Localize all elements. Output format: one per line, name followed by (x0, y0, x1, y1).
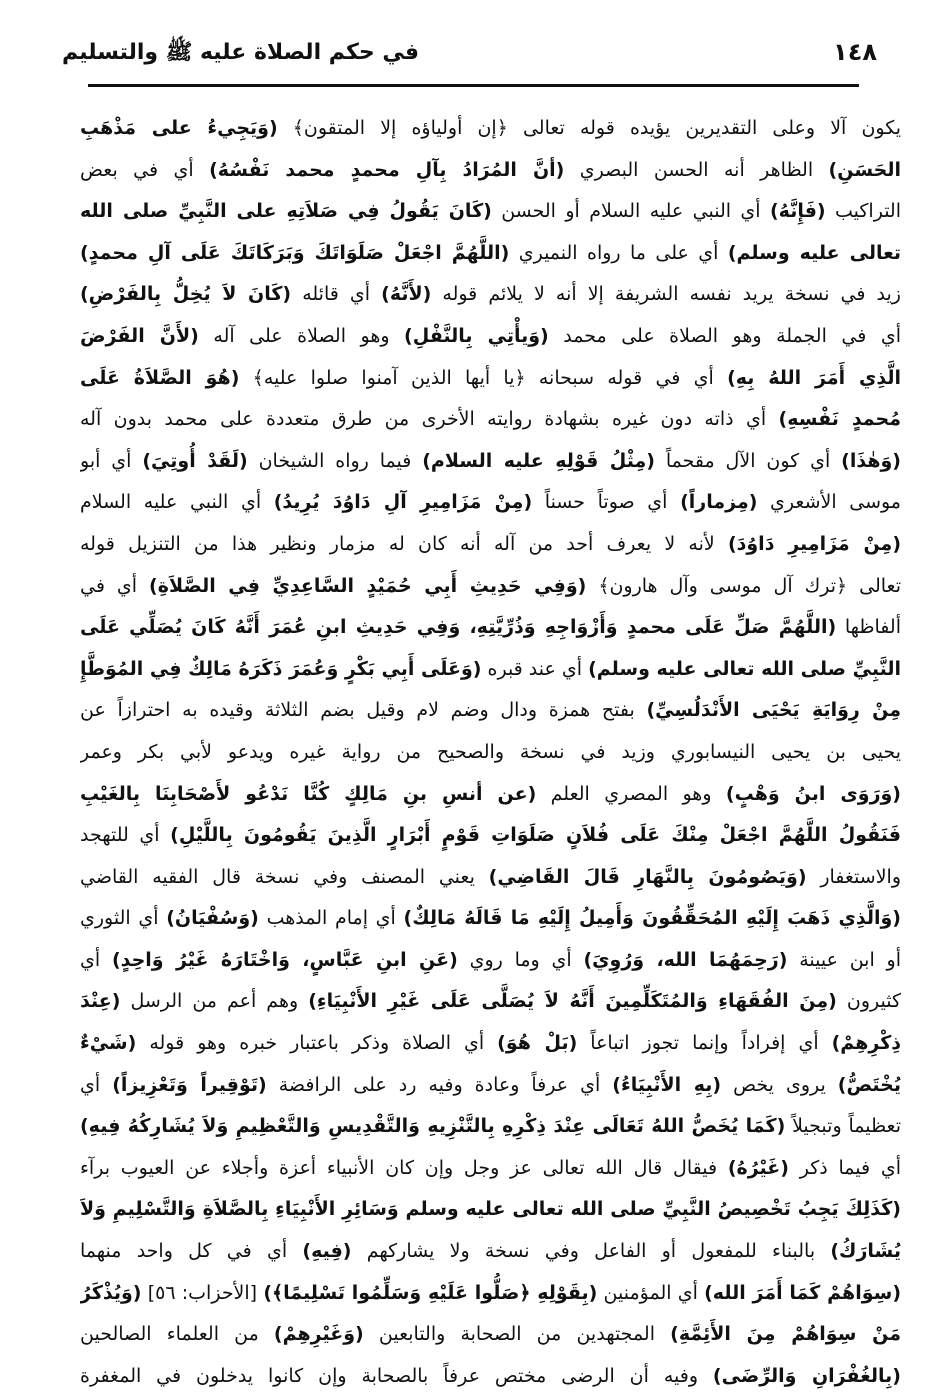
text-line: مُحمدٍ نَفْسِهِ) أي ذاته دون غيره بشهادة روايته الأخرى من طرق متعددة على محمد بدون آله (80, 408, 901, 431)
text-line: الَّذِي أَمَرَ اللهُ بِهِ) أي في قوله سبحانه ﴿يا أيها الذين آمنوا صلوا عليه﴾ (هُوَ الصَّلاَةُ عَلَى (80, 366, 901, 389)
text-line: (وَرَوَى ابنُ وَهْبٍ) وهو المصري العلم (عن أنسِ بنِ مَالِكٍ كُنَّا نَدْعُو لأَصْحَابِنَا بِالغَيْبِ (80, 782, 901, 805)
page-number: ١٤٨ (833, 38, 877, 66)
text-line: النَّبِيِّ صلى الله تعالى عليه وسلم) أي عند قبره (وَعَلَى أَبِي بَكْرٍ وَعُمَرَ ذَكَرَهُ مَالِكٌ فِي المُوَطَّإِ (80, 657, 901, 680)
text-line: ألفاظها (اللَّهُمَّ صَلِّ عَلَى محمدٍ وَأَزْوَاجِهِ وَذُرِّيَّتِهِ، وَفِي حَدِيثِ ابنِ عُمَرَ أَنَّهُ كَانَ يُصَلِّي عَلَى (80, 616, 901, 639)
text-line: يُشَارَكُ) بالبناء للمفعول أو الفاعل وفي نسخة ولا يشاركهم (فِيهِ) أي في كل واحد منهما (80, 1240, 901, 1263)
text-line: يكون آلا وعلى التقديرين يؤيده قوله تعالى ﴿إن أولياؤه إلا المتقون﴾ (وَيَجِيءُ على مَذْهَبِ (80, 117, 901, 139)
text-line: مِنْ رِوَايَةِ يَحْيَى الأَنْدَلُسِيِّ) بفتح همزة ودال وضم لام وقيل بضم الثلاثة وقيده به احترازاً عن (80, 699, 901, 722)
text-line: أي فيما ذكر (غَيْرُهُ) فيقال قال الله تعالى عز وجل وإن كان الأنبياء أعزة وأجلاء عن العيوب برآء (80, 1156, 901, 1179)
text-line: زيد في نسخة يريد نفسه الشريفة إلا أنه لا يلائم قوله (لأَنَّهُ) أي قائله (كَانَ لاَ يُخِلُّ بِالفَرْضِ) (80, 283, 901, 306)
text-line: التراكيب (فَإِنَّهُ) أي النبي عليه السلام أو الحسن (كَانَ يَقُولُ فِي صَلاَتِهِ على النَّبِيِّ صلى الله (80, 200, 901, 223)
running-title: في حكم الصلاة عليه ﷺ والتسليم (62, 40, 419, 65)
text-line: أو ابن عيينة (رَحِمَهُمَا الله، وَرُوِيَ) أي وما روي (عَنِ ابنِ عَبَّاسٍ، وَاخْتَارَهُ غَيْرُ وَاحِدٍ) أي (80, 948, 901, 971)
page-header (62, 38, 877, 72)
text-line: (وَهٰذَا) أي كون الآل مقحماً (مِثْلُ قَوْلِهِ عليه السلام) فيما رواه الشيخان (لَقَدْ أُوتِيَ) أي أبو (80, 449, 901, 472)
text-line: فَنَقُولُ اللَّهُمَّ اجْعَلْ مِنْكَ عَلَى فُلاَنٍ صَلَوَاتِ قَوْمٍ أَبْرَارٍ الَّذِينَ يَقُومُونَ بِاللَّيْلِ) أي للتهجد (80, 824, 901, 847)
text-line: (وَالَّذِي ذَهَبَ إِلَيْهِ المُحَقِّقُونَ وَأَمِيلُ إِلَيْهِ مَا قَالَهُ مَالِكٌ) أي إمام المذهب (وَسُفْيَانُ) أي الثوري (80, 907, 901, 930)
text-line: الحَسَنِ) الظاهر أنه الحسن البصري (أنَّ المُرَادُ بِآلِ محمدٍ محمد نَفْسُهُ) أي في بعض (80, 158, 901, 181)
text-line: (بِالغُفْرَانِ وَالرِّضَى) وفيه أن الرضى مختص عرفاً بالصحابة وإن كانوا يدخلون في المغفرة (80, 1364, 901, 1387)
text-line: (سِوَاهُمْ كَمَا أَمَرَ الله) أي المؤمنين (بِقَوْلِهِ ﴿صَلُّوا عَلَيْهِ وَسَلِّمُوا تَسْلِيمًا﴾) [الأحزاب: ٥٦] (وَيُذْكَرُ (80, 1281, 901, 1304)
text-line: ذِكْرِهِمْ) أي إفراداً وإنما تجوز اتباعاً (بَلْ هُوَ) أي الصلاة وذكر باعتبار خبره وهو قوله (شَيْءٌ (80, 1032, 901, 1055)
text-line: تعالى ﴿ترك آل موسى وآل هارون﴾ (وَفِي حَدِيثِ أَبِي حُمَيْدٍ السَّاعِدِيِّ فِي الصَّلاَةِ) أي في (80, 574, 901, 597)
text-line: تعالى عليه وسلم) أي على ما رواه النميري (اللَّهُمَّ اجْعَلْ صَلَوَاتَكَ وَبَرَكَاتَكَ عَلَى آلِ محمدٍ) (80, 241, 901, 264)
text-line: يُخْتَصُّ) يروى يخص (بِهِ الأَنْبِيَاءُ) أي عرفاً وعادة وفيه رد على الرافضة (تَوْقِيراً وَتَعْزِيزاً) أي (80, 1073, 901, 1096)
text-line: تعظيماً وتبجيلاً (كَمَا يُخَصُّ اللهُ تَعَالَى عِنْدَ ذِكْرِهِ بِالتَّنْزِيهِ وَالتَّقْدِيسِ وَالتَّعْظِيمِ وَلاَ يُشَارِكُهُ فِيهِ) (80, 1115, 901, 1138)
text-line: أي في الجملة وهو الصلاة على محمد (وَيأْتِي بِالنَّفْلِ) وهو الصلاة على آله (لأَنَّ الفَرْضَ (80, 324, 901, 347)
text-line: مَنْ سِوَاهُمْ مِنَ الأَئِمَّةِ) المجتهدين من الصحابة والتابعين (وَغَيْرِهِمْ) من العلماء الصالحين (80, 1323, 901, 1346)
page-body (80, 108, 901, 1397)
text-line: موسى الأشعري (مِزماراً) أي صوتاً حسناً (مِنْ مَزَامِيرِ آلِ دَاوُدَ يُرِيدُ) أي النبي عليه السلام (80, 491, 901, 514)
text-line: (كَذَلِكَ يَجِبُ تَخْصِيصُ النَّبِيِّ صلى الله تعالى عليه وسلم وَسَائِرِ الأَنْبِيَاءِ بِالصَّلاَةِ وَالتَّسْلِيمِ وَلاَ (80, 1198, 901, 1221)
header-rule (88, 84, 859, 87)
text-line: كثيرون (مِنَ الفُقَهَاءِ وَالمُتَكَلِّمِينَ أَنَّهُ لاَ يُصَلَّى عَلَى غَيْرِ الأَنْبِيَاءِ) وهم أعم من الرسل (عِنْدَ (80, 990, 901, 1013)
text-line: (مِنْ مَزَامِيرِ دَاوُدَ) لأنه لا يعرف أحد من آله أنه كان له مزمار ونظير هذا من التنزيل قوله (80, 532, 901, 555)
text-line: يحيى بن يحيى النيسابوري وزيد في نسخة والصحيح من رواية غيره ويدعو لأبي بكر وعمر (80, 740, 901, 763)
text-line: والاستغفار (وَيَصُومُونَ بِالنَّهَارِ قَالَ القَاضِي) يعني المصنف وفي نسخة قال الفقيه القاضي (80, 865, 901, 888)
